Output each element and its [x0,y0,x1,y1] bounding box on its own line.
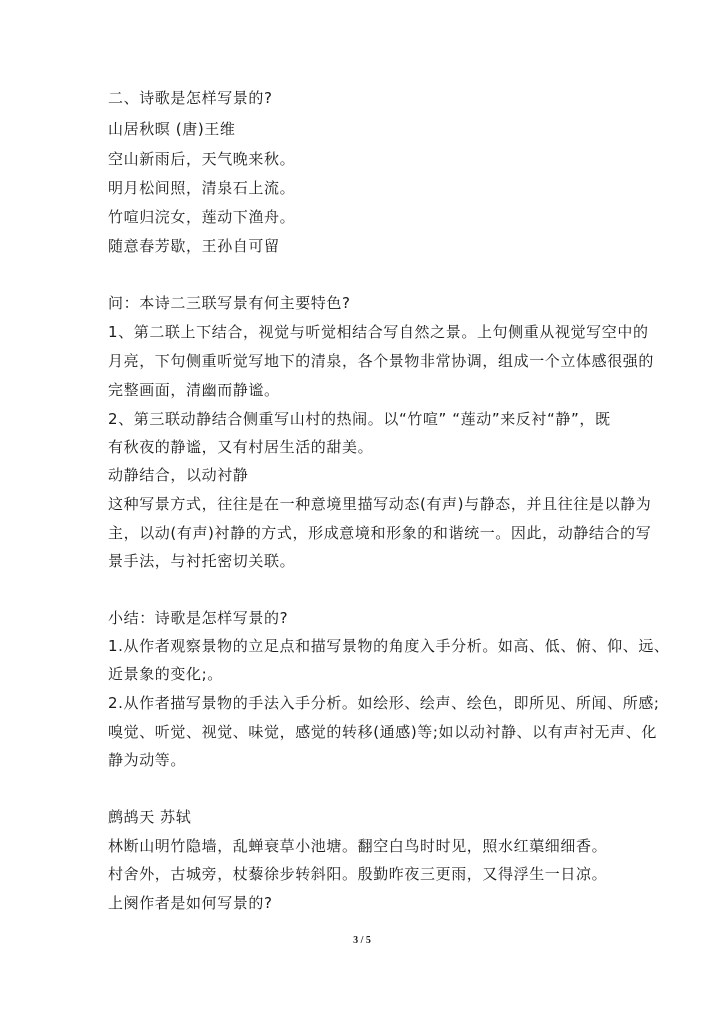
poem-line: 村舍外，古城旁，杖藜徐步转斜阳。殷勤昨夜三更雨，又得浮生一日凉。 [108,865,608,883]
technique-body-line: 主，以动(有声)衬静的方式，形成意境和形象的和谐统一。因此，动静结合的写 [108,524,652,542]
technique-body-line: 这种写景方式，往往是在一种意境里描写动态(有声)与静态，并且往往是以静为 [108,495,652,513]
answer-line: 1、第二联上下结合，视觉与听觉相结合写自然之景。上句侧重从视觉写空中的 [108,323,649,341]
summary-line: 嗅觉、听觉、视觉、味觉，感觉的转移(通感)等;如以动衬静、以有声衬无声、化 [108,723,657,741]
question-text: 问：本诗二三联写景有何主要特色? [108,294,351,312]
summary-line: 近景象的变化;。 [108,665,223,683]
poem-title: 山居秋暝 (唐)王维 [108,120,236,138]
section-heading: 二、诗歌是怎样写景的? [108,89,273,107]
page-number: 3 / 5 [353,935,371,946]
answer-line: 有秋夜的静谧，又有村居生活的甜美。 [108,438,374,456]
question-text: 上阕作者是如何写景的? [108,894,273,912]
summary-line: 静为动等。 [108,751,187,769]
technique-title: 动静结合，以动衬静 [108,466,249,484]
summary-line: 2.从作者描写景物的手法入手分析。如绘形、绘声、绘色，即所见、所闻、所感; [108,694,660,712]
technique-body-line: 景手法，与衬托密切关联。 [108,552,296,570]
answer-line: 月亮，下句侧重听觉写地下的清泉，各个景物非常协调，组成一个立体感很强的 [108,352,655,370]
poem-line: 随意春芳歇，王孙自可留 [108,237,280,255]
summary-title: 小结：诗歌是怎样写景的? [108,609,289,627]
summary-line: 1.从作者观察景物的立足点和描写景物的角度入手分析。如高、低、俯、仰、远、 [108,637,670,655]
poem-line: 林断山明竹隐墙，乱蝉衰草小池塘。翻空白鸟时时见，照水红蕖细细香。 [108,837,608,855]
poem-title: 鹧鸪天 苏轼 [108,808,192,826]
poem-line: 竹喧归浣女，莲动下渔舟。 [108,208,296,226]
poem-line: 明月松间照，清泉石上流。 [108,179,296,197]
answer-line: 完整画面，清幽而静谧。 [108,381,280,399]
answer-line: 2、第三联动静结合侧重写山村的热闹。以“竹喧” “莲动”来反衬“静”，既 [108,410,611,428]
poem-line: 空山新雨后，天气晚来秋。 [108,150,296,168]
